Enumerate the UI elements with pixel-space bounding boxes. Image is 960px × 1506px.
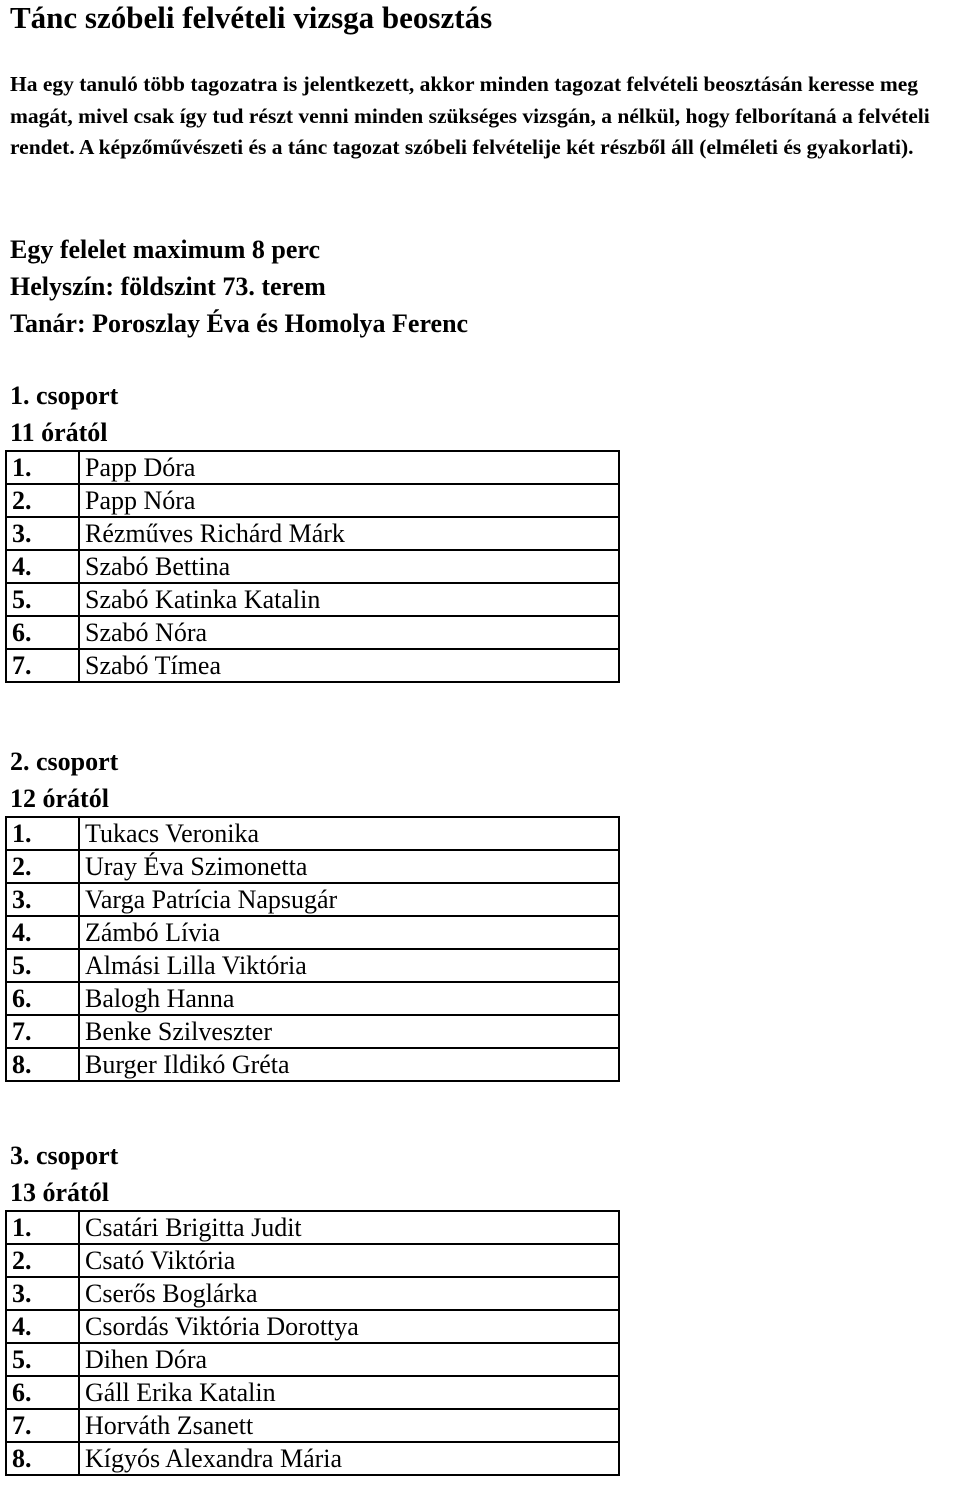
page-title: Tánc szóbeli felvételi vizsga beosztás [10,0,493,35]
student-name: Szabó Nóra [79,616,619,649]
row-number: 5. [6,1343,79,1376]
group-label: 3. csoport [10,1141,119,1170]
group-1-table [5,450,620,683]
row-number: 7. [6,649,79,682]
student-name: Varga Patrícia Napsugár [79,883,619,916]
student-name: Rézműves Richárd Márk [79,517,619,550]
table-row [6,517,619,550]
row-number: 4. [6,550,79,583]
table-row [6,817,619,850]
row-number: 2. [6,484,79,517]
row-number: 8. [6,1048,79,1081]
student-name: Almási Lilla Viktória [79,949,619,982]
row-number: 3. [6,517,79,550]
row-number: 6. [6,1376,79,1409]
row-number: 4. [6,1310,79,1343]
row-number: 7. [6,1409,79,1442]
table-row [6,550,619,583]
table-row [6,949,619,982]
group-label: 2. csoport [10,747,119,776]
group-2-header [10,743,118,817]
student-name: Gáll Erika Katalin [79,1376,619,1409]
student-name: Zámbó Lívia [79,916,619,949]
row-number: 3. [6,883,79,916]
table-row [6,1048,619,1081]
group-2-table [5,816,620,1082]
row-number: 1. [6,451,79,484]
table-row [6,1343,619,1376]
student-name: Balogh Hanna [79,982,619,1015]
student-name: Cserős Boglárka [79,1277,619,1310]
table-row [6,1211,619,1244]
table-row [6,883,619,916]
location-text: Helyszín: földszint 73. terem [10,272,326,301]
teachers-text: Tanár: Poroszlay Éva és Homolya Ferenc [10,309,469,338]
row-number: 7. [6,1015,79,1048]
row-number: 1. [6,1211,79,1244]
group-1-header [10,377,118,451]
row-number: 5. [6,949,79,982]
student-name: Kígyós Alexandra Mária [79,1442,619,1475]
row-number: 8. [6,1442,79,1475]
table-row [6,850,619,883]
table-row [6,451,619,484]
row-number: 6. [6,616,79,649]
student-name: Papp Nóra [79,484,619,517]
group-label: 1. csoport [10,381,119,410]
table-row [6,1442,619,1475]
row-number: 5. [6,583,79,616]
table-row [6,616,619,649]
student-name: Szabó Bettina [79,550,619,583]
duration-text: Egy felelet maximum 8 perc [10,235,320,264]
table-row [6,649,619,682]
group-time: 13 órától [10,1178,109,1207]
student-name: Szabó Katinka Katalin [79,583,619,616]
student-name: Uray Éva Szimonetta [79,850,619,883]
table-row [6,1376,619,1409]
row-number: 4. [6,916,79,949]
student-name: Tukacs Veronika [79,817,619,850]
row-number: 3. [6,1277,79,1310]
group-time: 12 órától [10,784,109,813]
table-row [6,1409,619,1442]
table-row [6,982,619,1015]
student-name: Csordás Viktória Dorottya [79,1310,619,1343]
table-row [6,484,619,517]
row-number: 6. [6,982,79,1015]
table-row [6,1277,619,1310]
student-name: Horváth Zsanett [79,1409,619,1442]
row-number: 2. [6,1244,79,1277]
student-name: Papp Dóra [79,451,619,484]
table-row [6,1015,619,1048]
table-row [6,583,619,616]
row-number: 2. [6,850,79,883]
group-3-table [5,1210,620,1476]
student-name: Burger Ildikó Gréta [79,1048,619,1081]
student-name: Csató Viktória [79,1244,619,1277]
student-name: Csatári Brigitta Judit [79,1211,619,1244]
student-name: Benke Szilveszter [79,1015,619,1048]
exam-info [10,231,468,342]
group-3-header [10,1137,118,1211]
table-row [6,1310,619,1343]
table-row [6,1244,619,1277]
table-row [6,916,619,949]
intro-paragraph: Ha egy tanuló több tagozatra is jelentkezett, akkor minden tagozat felvételi beosztásán keresse meg magát, mivel csak így tud részt venni minden szükséges vizsgán, a nélkül, hogy felborítaná a felvételi rendet. A képzőművészeti és a tánc tagozat szóbeli felvételije két részből áll (elméleti és gyakorlati). [10,72,930,159]
row-number: 1. [6,817,79,850]
student-name: Dihen Dóra [79,1343,619,1376]
group-time: 11 órától [10,418,108,447]
student-name: Szabó Tímea [79,649,619,682]
